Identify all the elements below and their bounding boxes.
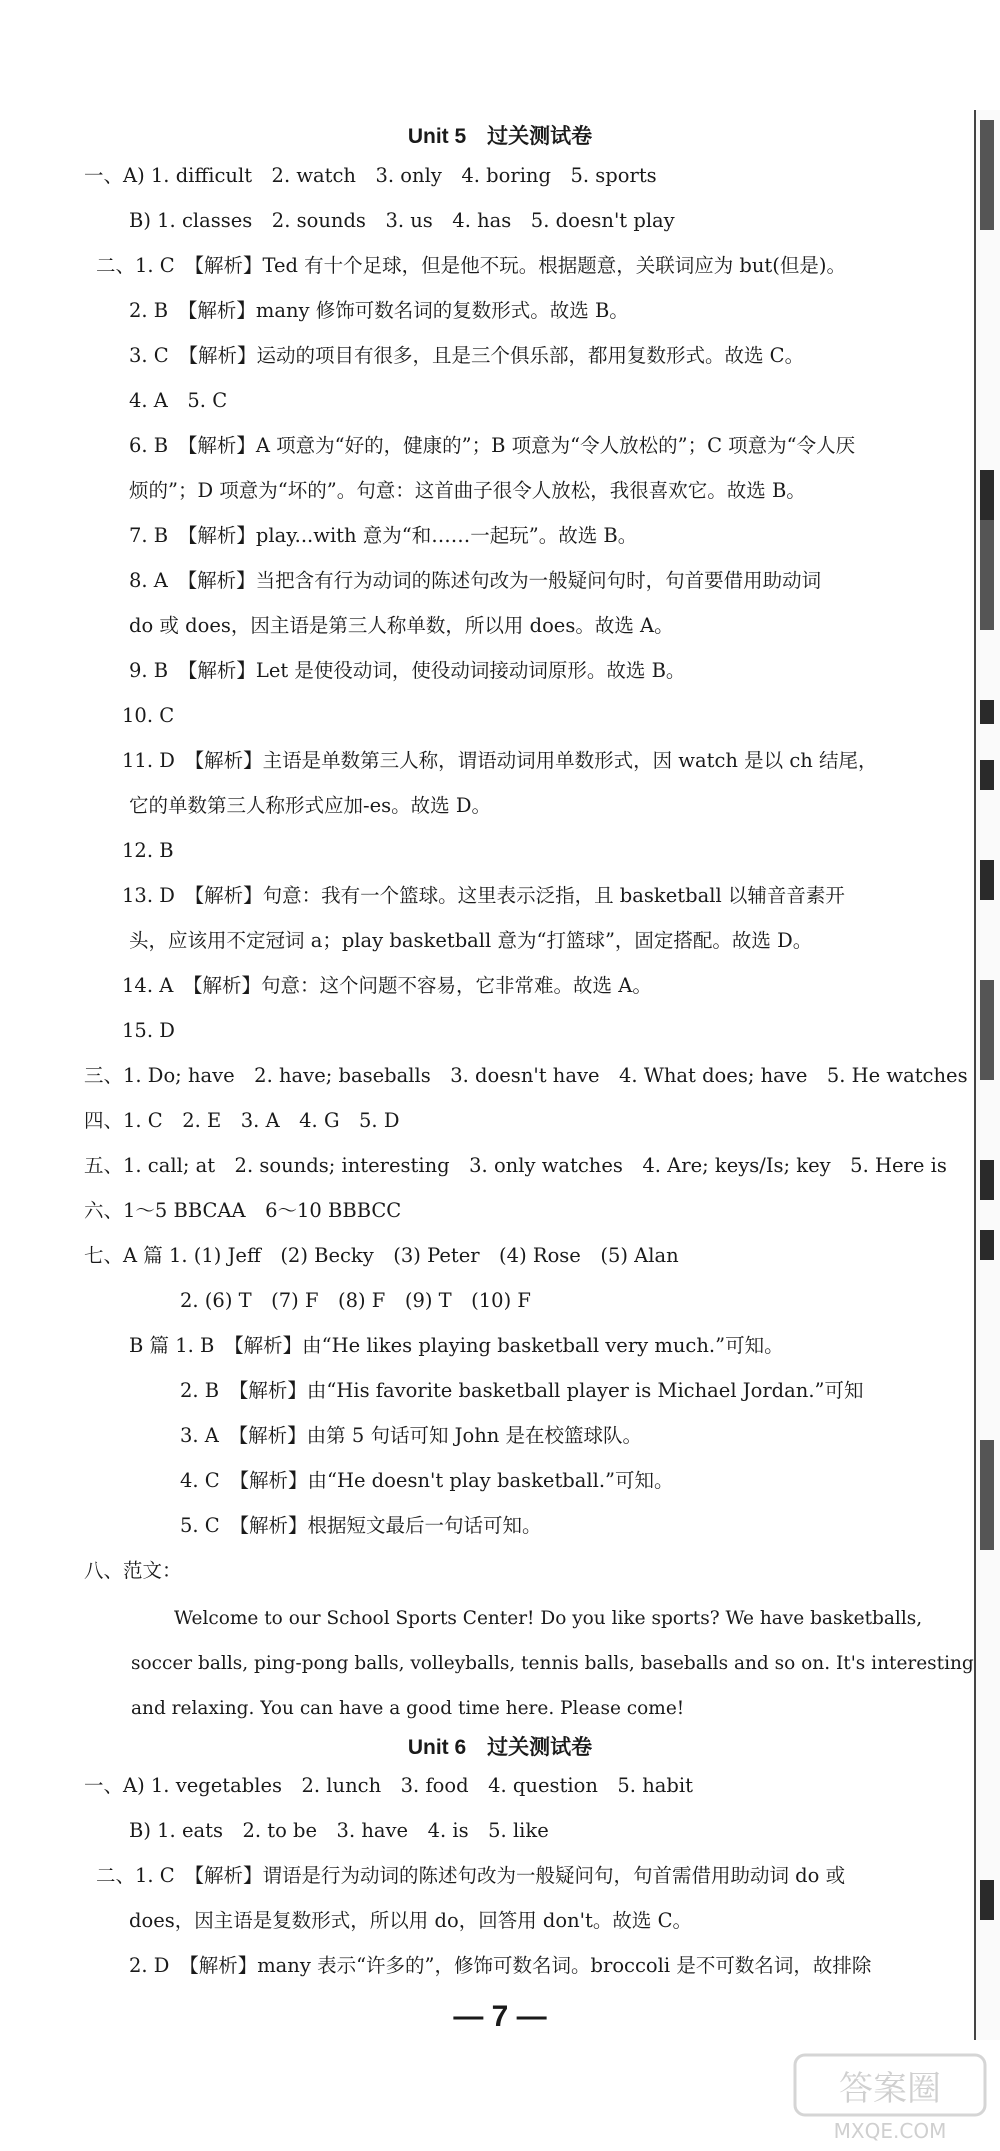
answer-line: 3. C 【解析】运动的项目有很多，且是三个俱乐部，都用复数形式。故选 C。: [129, 344, 805, 367]
answer-line: 烦的”；D 项意为“坏的”。句意：这首曲子很令人放松，我很喜欢它。故选 B。: [129, 479, 806, 502]
answer-line: 三、1. Do; have 2. have; baseballs 3. doesn't have 4. What does; have 5. He watches: [84, 1064, 968, 1087]
answer-line: does，因主语是复数形式，所以用 do，回答用 don't。故选 C。: [129, 1909, 692, 1932]
answer-line: 4. C 【解析】由“He doesn't play basketball.”可知。: [180, 1469, 674, 1492]
side-tab-mark: [980, 700, 994, 724]
side-tab-mark: [980, 120, 994, 230]
answer-line: 一、A) 1. difficult 2. watch 3. only 4. boring 5. sports: [84, 164, 657, 187]
essay-line: soccer balls, ping-pong balls, volleyballs, tennis balls, baseballs and so on. It's interesting: [131, 1653, 974, 1674]
answer-line: 5. C 【解析】根据短文最后一句话可知。: [180, 1514, 542, 1537]
side-tab-mark: [980, 470, 994, 520]
answer-line: 2. B 【解析】由“His favorite basketball player is Michael Jordan.”可知: [180, 1379, 864, 1402]
answer-line: 6. B 【解析】A 项意为“好的，健康的”；B 项意为“令人放松的”；C 项意为“令人厌: [129, 434, 856, 457]
svg-text:答案圈: 答案圈: [839, 2069, 941, 2109]
answer-line: 3. A 【解析】由第 5 句话可知 John 是在校篮球队。: [180, 1424, 643, 1447]
side-tab-mark: [980, 760, 994, 790]
svg-text:MXQE.COM: MXQE.COM: [833, 2119, 947, 2143]
answer-line: 7. B 【解析】play...with 意为“和……一起玩”。故选 B。: [129, 524, 638, 547]
answer-line: 六、1～5 BBCAA 6～10 BBBCC: [84, 1199, 402, 1222]
answer-line: 头，应该用不定冠词 a；play basketball 意为“打篮球”，固定搭配。故选 D。: [129, 929, 813, 952]
answer-line: 八、范文：: [84, 1559, 182, 1582]
answer-line: 15. D: [122, 1019, 175, 1042]
answer-line: 2. D 【解析】many 表示“许多的”，修饰可数名词。broccoli 是不可数名词，故排除: [129, 1954, 872, 1977]
answer-line: 4. A 5. C: [129, 389, 228, 412]
answer-line: 11. D 【解析】主语是单数第三人称，谓语动词用单数形式，因 watch 是以 ch 结尾，: [122, 749, 878, 772]
answer-line: B) 1. eats 2. to be 3. have 4. is 5. like: [129, 1819, 549, 1842]
side-tab-mark: [980, 860, 994, 900]
answer-line: 8. A 【解析】当把含有行为动词的陈述句改为一般疑问句时，句首要借用助动词: [129, 569, 822, 592]
side-tab-mark: [980, 520, 994, 630]
unit5-heading: Unit 5 过关测试卷: [407, 125, 593, 148]
answer-line: 一、A) 1. vegetables 2. lunch 3. food 4. question 5. habit: [84, 1774, 693, 1797]
unit6-heading: Unit 6 过关测试卷: [407, 1736, 593, 1759]
answer-line: 10. C: [122, 704, 175, 727]
watermark-logo-icon: [790, 2050, 990, 2145]
side-tab-mark: [980, 1160, 994, 1200]
answer-line: 二、1. C 【解析】Ted 有十个足球，但是他不玩。根据题意，关联词应为 but(但是)。: [96, 254, 846, 277]
side-tab-mark: [980, 1880, 994, 1920]
answer-line: B 篇 1. B 【解析】由“He likes playing basketball very much.”可知。: [129, 1334, 784, 1357]
answer-line: B) 1. classes 2. sounds 3. us 4. has 5. doesn't play: [129, 209, 675, 232]
essay-line: and relaxing. You can have a good time here. Please come!: [131, 1698, 685, 1719]
answer-line: 二、1. C 【解析】谓语是行为动词的陈述句改为一般疑问句，句首需借用助动词 do 或: [96, 1864, 846, 1887]
side-tab-mark: [980, 1230, 994, 1260]
answer-line: 13. D 【解析】句意：我有一个篮球。这里表示泛指，且 basketball 以辅音音素开: [122, 884, 845, 907]
page-number: — 7 —: [453, 2000, 547, 2033]
answer-line: 2. (6) T (7) F (8) F (9) T (10) F: [180, 1289, 531, 1312]
answer-line: 七、A 篇 1. (1) Jeff (2) Becky (3) Peter (4) Rose (5) Alan: [84, 1244, 679, 1267]
side-tab-mark: [980, 1440, 994, 1550]
answer-line: 12. B: [122, 839, 174, 862]
essay-line: Welcome to our School Sports Center! Do you like sports? We have basketballs,: [174, 1608, 923, 1629]
side-tab-mark: [980, 980, 994, 1080]
answer-line: 四、1. C 2. E 3. A 4. G 5. D: [84, 1109, 400, 1132]
answer-line: 14. A 【解析】句意：这个问题不容易，它非常难。故选 A。: [122, 974, 652, 997]
answer-line: 五、1. call; at 2. sounds; interesting 3. only watches 4. Are; keys/Is; key 5. Here is: [84, 1154, 947, 1177]
answer-line: do 或 does，因主语是第三人称单数，所以用 does。故选 A。: [129, 614, 674, 637]
answer-line: 2. B 【解析】many 修饰可数名词的复数形式。故选 B。: [129, 299, 629, 322]
answer-line: 它的单数第三人称形式应加-es。故选 D。: [129, 794, 491, 817]
answer-line: 9. B 【解析】Let 是使役动词，使役动词接动词原形。故选 B。: [129, 659, 686, 682]
